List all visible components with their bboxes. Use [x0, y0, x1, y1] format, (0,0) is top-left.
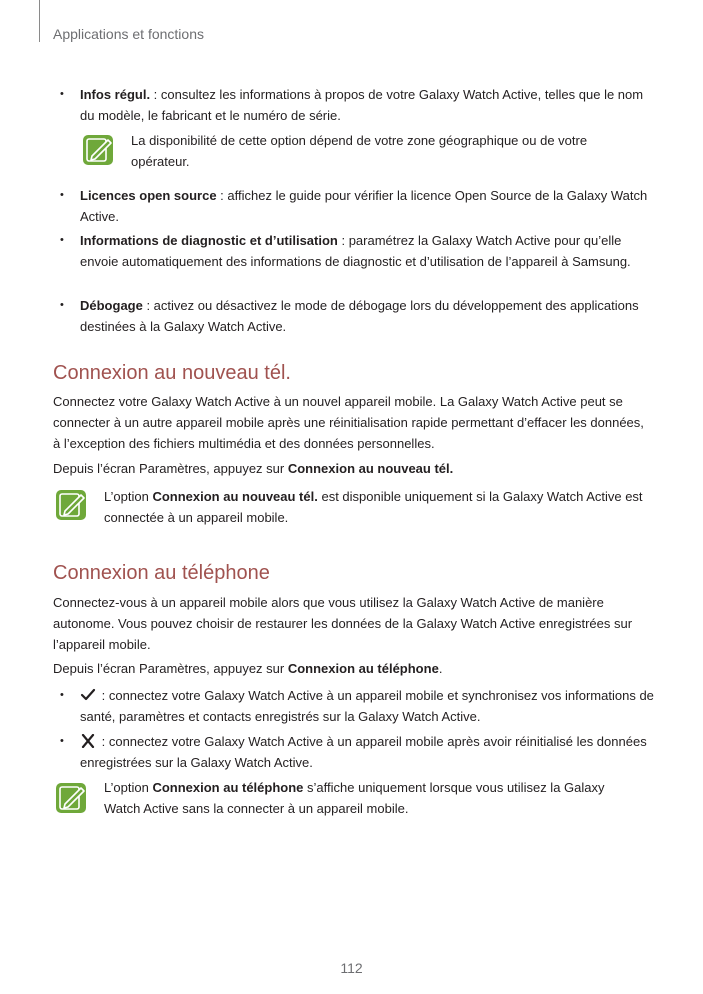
note-icon	[55, 489, 87, 521]
section-title: Connexion au nouveau tél.	[53, 362, 291, 384]
bullet-dot: •	[60, 234, 64, 246]
list-item-text: : connectez votre Galaxy Watch Active à un appareil mobile après avoir réinitialisé les données enregistrées sur la Galaxy Watch Active.	[80, 734, 647, 770]
list-item-term: Débogage	[80, 298, 143, 313]
close-icon	[80, 734, 96, 748]
list-item	[80, 84, 655, 126]
bullet-dot: •	[60, 189, 64, 201]
section-title: Connexion au téléphone	[53, 562, 270, 584]
paragraph-instruction: Depuis l’écran Paramètres, appuyez sur Connexion au téléphone.	[53, 661, 443, 676]
note-text: L’option Connexion au téléphone s’affiche uniquement lorsque vous utilisez la Galaxy Watch Active sans la connecter à un appareil mobile.	[104, 780, 605, 816]
list-item-text: : paramétrez la Galaxy Watch Active pour qu’elle envoie automatiquement des informations de diagnostic et d’utilisation de l’appareil à Samsung.	[80, 233, 631, 269]
bullet-dot: •	[60, 735, 64, 747]
list-item	[80, 731, 655, 773]
paragraph: Connectez votre Galaxy Watch Active à un nouvel appareil mobile. La Galaxy Watch Active peut se connecter à un autre appareil mobile après une réinitialisation rapide permettant d’effacer les données, à l’exception des fichiers multimédia et des données personnelles.	[53, 394, 644, 451]
paragraph-instruction: Depuis l’écran Paramètres, appuyez sur Connexion au nouveau tél.	[53, 461, 454, 476]
note-icon	[55, 782, 87, 814]
page-number: 112	[340, 960, 363, 976]
bullet-dot: •	[60, 689, 64, 701]
check-icon	[80, 688, 96, 702]
list-item-term: Informations de diagnostic et d’utilisation	[80, 233, 338, 248]
bullet-dot: •	[60, 299, 64, 311]
menu-path: Connexion au téléphone	[287, 661, 439, 676]
section-header: Applications et fonctions	[53, 26, 204, 42]
note-text: L’option Connexion au nouveau tél. est disponible uniquement si la Galaxy Watch Active est connectée à un appareil mobile.	[104, 489, 643, 525]
list-item-term: Infos régul.	[80, 87, 151, 102]
list-item-text: : connectez votre Galaxy Watch Active à un appareil mobile et synchronisez vos informations de santé, paramètres et contacts enregistrés sur la Galaxy Watch Active.	[80, 688, 654, 724]
note-text: La disponibilité de cette option dépend de votre zone géographique ou de votre opérateur.	[131, 133, 588, 169]
menu-path: Connexion au nouveau tél.	[287, 461, 454, 476]
page-edge-line	[39, 0, 40, 42]
paragraph: Connectez-vous à un appareil mobile alors que vous utilisez la Galaxy Watch Active de manière autonome. Vous pouvez choisir de restaurer les données de la Galaxy Watch Active enregistrées sur l’appareil mobile.	[53, 595, 633, 652]
list-item-term: Licences open source	[80, 188, 217, 203]
list-item	[80, 185, 655, 227]
list-item-text: : consultez les informations à propos de votre Galaxy Watch Active, telles que le nom du modèle, le fabricant et le numéro de série.	[80, 87, 644, 123]
list-item-text: : activez ou désactivez le mode de débogage lors du développement des applications destinées à la Galaxy Watch Active.	[80, 298, 639, 334]
bullet-dot: •	[60, 88, 64, 100]
list-item	[80, 230, 655, 272]
list-item	[80, 685, 655, 727]
note-icon	[82, 134, 114, 166]
list-item-text: : affichez le guide pour vérifier la licence Open Source de la Galaxy Watch Active.	[80, 188, 648, 224]
list-item	[80, 295, 655, 337]
